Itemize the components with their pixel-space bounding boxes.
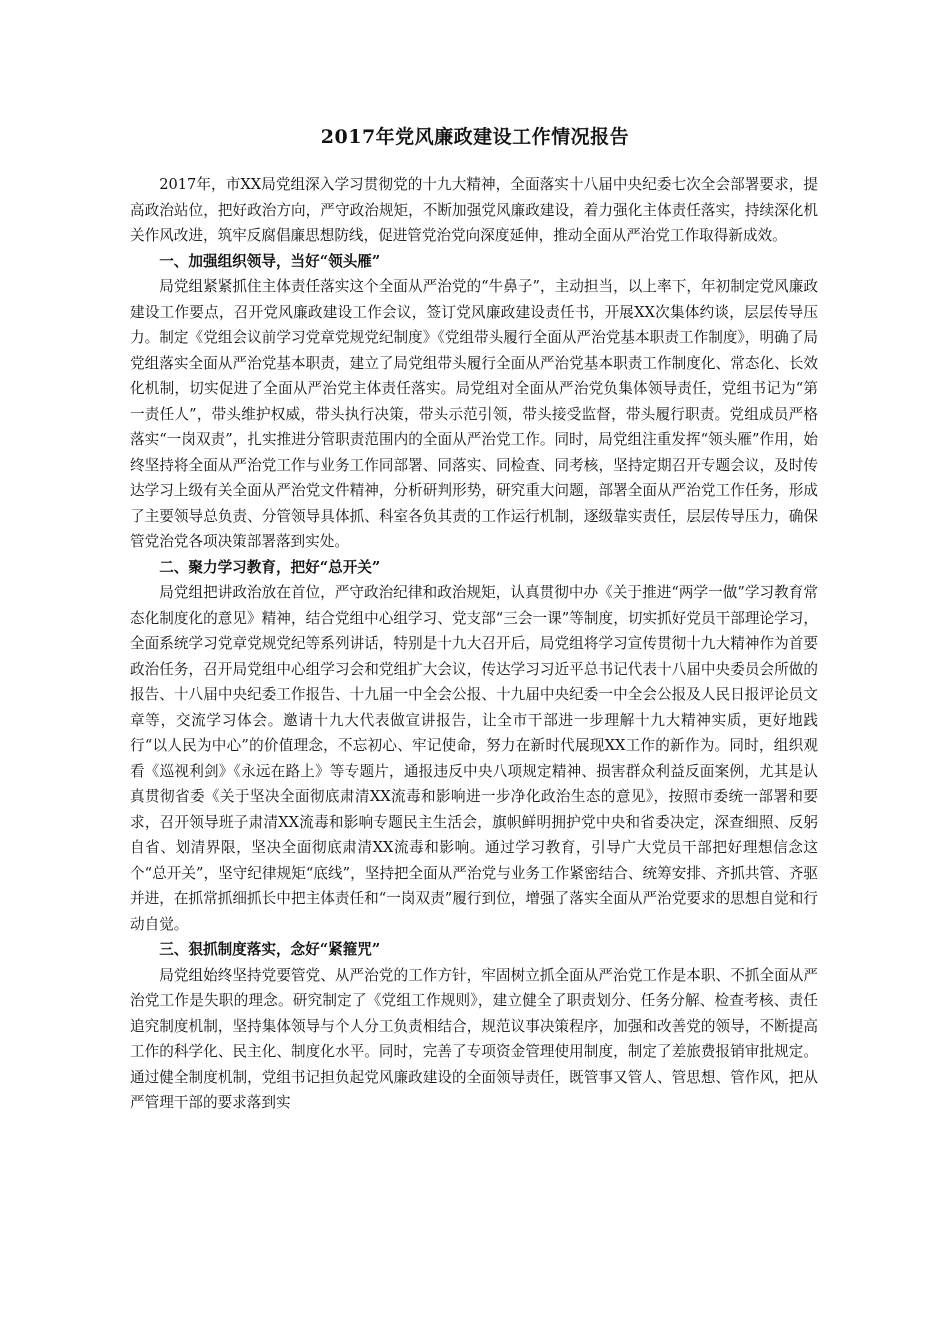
document-title: 2017年党风廉政建设工作情况报告 <box>320 126 630 148</box>
intro-paragraph: 2017年，市XX局党组深入学习贯彻党的十九大精神，全面落实十八届中央纪委七次全会部署要求，提高政治站位，把好政治方向，严守政治规矩，不断加强党风廉政建设，着力强化主体责任落实，持续深化机关作风改进，筑牢反腐倡廉思想防线，促进管党治党向深度延伸，推动全面从严治党工作取得新成效。 <box>130 176 818 244</box>
document-body <box>130 172 818 1116</box>
section-paragraph-1: 局党组紧紧抓住主体责任落实这个全面从严治党的“牛鼻子”，主动担当，以上率下，年初制定党风廉政建设工作要点，召开党风廉政建设工作会议，签订党风廉政建设责任书，开展XX次集体约谈，层层传导压力。制定《党组会议前学习党章党规党纪制度》《党组带头履行全面从严治党基本职责工作制度》，明确了局党组落实全面从严治党基本职责，建立了局党组带头履行全面从严治党基本职责工作制度化、常态化、长效化机制，切实促进了全面从严治党主体责任落实。局党组对全面从严治党负集体领导责任，党组书记为“第一责任人”，带头维护权威，带头执行决策，带头示范引领，带头接受监督，带头履行职责。党组成员严格落实“一岗双责”，扎实推进分管职责范围内的全面从严治党工作。同时，局党组注重发挥“领头雁”作用，始终坚持将全面从严治党工作与业务工作同部署、同落实、同检查、同考核，坚持定期召开专题会议，及时传达学习上级有关全面从严治党文件精神，分析研判形势，研究重大问题，部署全面从严治党工作任务，形成了主要领导总负责、分管领导具体抓、科室各负其责的工作运行机制，逐级靠实责任，层层传导压力，确保管党治党各项决策部署落到实处。 <box>130 278 818 550</box>
section-heading-1: 一、加强组织领导，当好“领头雁” <box>159 252 381 270</box>
section-heading-2: 二、聚力学习教育，把好“总开关” <box>159 558 381 576</box>
section-paragraph-3: 局党组始终坚持党要管党、从严治党的工作方针，牢固树立抓全面从严治党工作是本职、不抓全面从严治党工作是失职的理念。研究制定了《党组工作规则》，建立健全了职责划分、任务分解、检查考核、责任追究制度机制，坚持集体领导与个人分工负责相结合，规范议事决策程序，加强和改善党的领导，不断提高工作的科学化、民主化、制度化水平。同时，完善了专项资金管理使用制度，制定了差旅费报销审批规定。通过健全制度机制，党组书记担负起党风廉政建设的全面领导责任，既管事又管人、管思想、管作风，把从严管理干部的要求落到实 <box>130 966 818 1111</box>
section-paragraph-2: 局党组把讲政治放在首位，严守政治纪律和政治规矩，认真贯彻中办《关于推进“两学一做”学习教育常态化制度化的意见》精神，结合党组中心组学习、党支部“三会一课”等制度，切实抓好党员干部理论学习，全面系统学习党章党规党纪等系列讲话，特别是十九大召开后，局党组将学习宣传贯彻十九大精神作为首要政治任务，召开局党组中心组学习会和党组扩大会议，传达学习习近平总书记代表十八届中央委员会所做的报告、十八届中央纪委工作报告、十九届一中全会公报、十九届中央纪委一中全会公报及人民日报评论员文章等，交流学习体会。邀请十九大代表做宣讲报告，让全市干部进一步理解十九大精神实质，更好地践行“以人民为中心”的价值理念，不忘初心、牢记使命，努力在新时代展现XX工作的新作为。同时，组织观看《巡视利剑》《永远在路上》等专题片，通报违反中央八项规定精神、损害群众利益反面案例，尤其是认真贯彻省委《关于坚决全面彻底肃清XX流毒和影响进一步净化政治生态的意见》，按照市委统一部署和要求，召开领导班子肃清XX流毒和影响专题民主生活会，旗帜鲜明拥护党中央和省委决定，深查细照、反躬自省、划清界限，坚决全面彻底肃清XX流毒和影响。通过学习教育，引导广大党员干部把好理想信念这个“总开关”，坚守纪律规矩“底线”，坚持把全面从严治党与业务工作紧密结合、统筹安排、齐抓共管、齐驱并进，在抓常抓细抓长中把主体责任和“一岗双责”履行到位，增强了落实全面从严治党要求的思想自觉和行动自觉。 <box>130 584 818 933</box>
section-heading-3: 三、狠抓制度落实，念好“紧箍咒” <box>159 941 381 958</box>
